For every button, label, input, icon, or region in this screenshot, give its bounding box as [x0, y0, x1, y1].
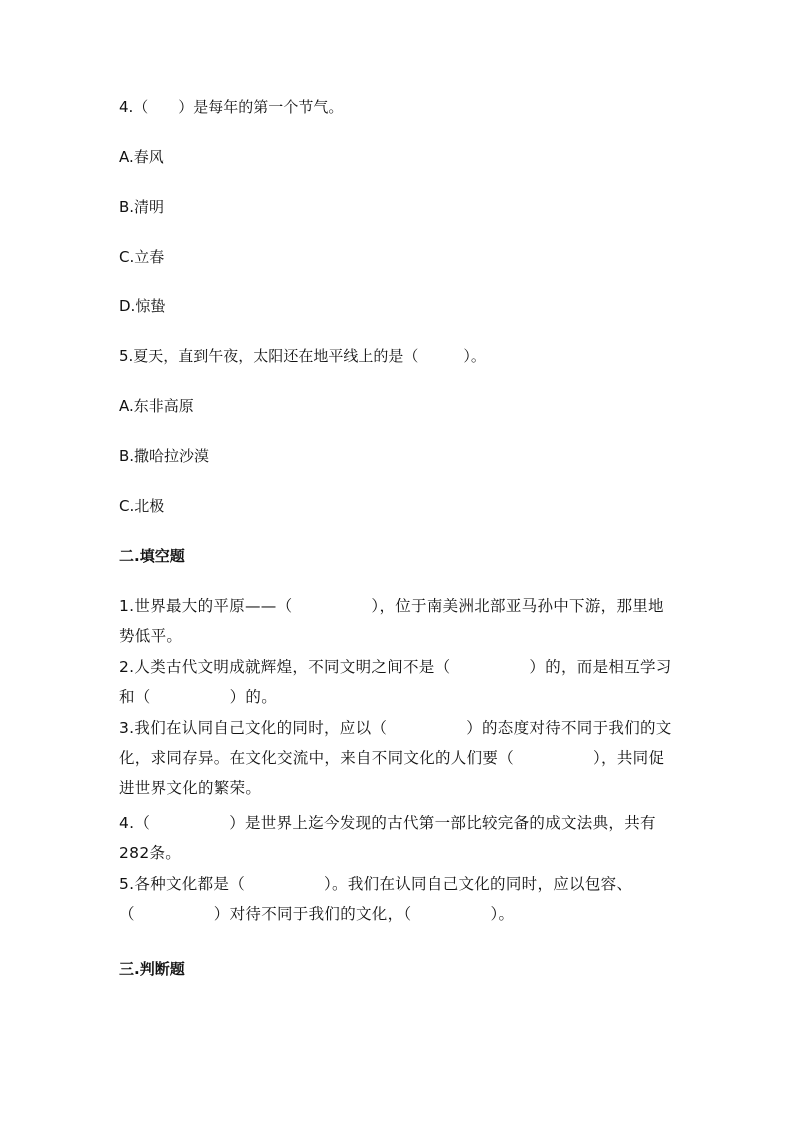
- question-4-option-b: B.清明: [119, 198, 165, 216]
- section-fill-blank-heading: 二.填空题: [119, 547, 185, 565]
- question-4-option-a: A.春风: [119, 148, 164, 166]
- question-4-option-c: C.立春: [119, 248, 165, 266]
- question-5-option-b: B.撒哈拉沙漠: [119, 447, 210, 465]
- question-4-stem: 4.（ ）是每年的第一个节气。: [119, 98, 344, 116]
- fill-blank-item-2: 2.人类古代文明成就辉煌，不同文明之间不是（ ）的，而是相互学习和（ ）的。: [119, 658, 672, 706]
- question-5-stem: 5.夏天，直到午夜，太阳还在地平线上的是（ ）。: [119, 347, 486, 365]
- question-5-option-a: A.东非高原: [119, 397, 194, 415]
- question-5-option-c: C.北极: [119, 497, 165, 515]
- fill-blank-item-4: 4.（ ）是世界上迄今发现的古代第一部比较完备的成文法典，共有282条。: [119, 814, 656, 862]
- fill-blank-item-5: 5.各种文化都是（ ）。我们在认同自己文化的同时，应以包容、（ ）对待不同于我们的文化，（ ）。: [119, 875, 633, 923]
- section-true-false-heading: 三.判断题: [119, 960, 185, 978]
- fill-blank-item-1: 1.世界最大的平原——（ ），位于南美洲北部亚马孙中下游，那里地势低平。: [119, 597, 664, 645]
- question-4-option-d: D.惊蛰: [119, 297, 166, 315]
- fill-blank-item-3: 3.我们在认同自己文化的同时，应以（ ）的态度对待不同于我们的文化，求同存异。在文化交流中，来自不同文化的人们要（ ），共同促进世界文化的繁荣。: [119, 719, 672, 797]
